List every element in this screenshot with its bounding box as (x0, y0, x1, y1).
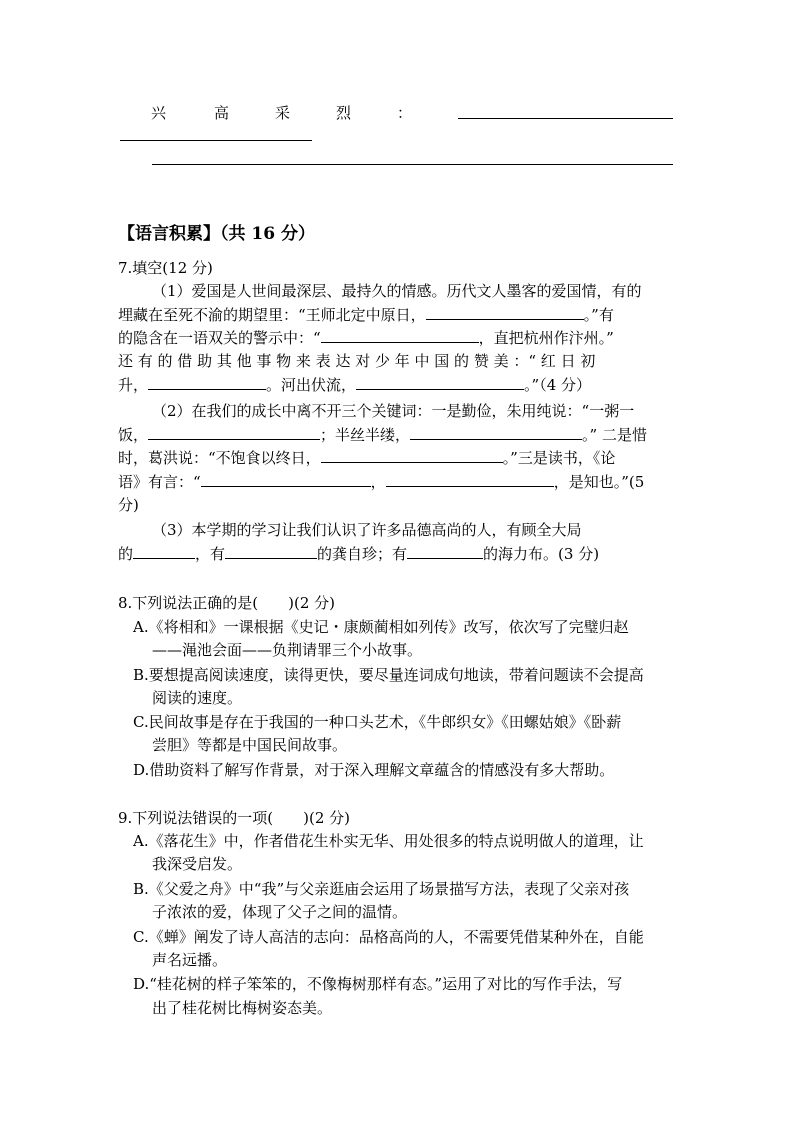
q9-option-a-cont: 我深受启发。 (152, 855, 243, 873)
q9-option-d[interactable]: D.“桂花树的样子笨笨的，不像梅树那样有态。”运用了对比的写作手法，写 (133, 975, 623, 993)
q9-option-b-cont: 子浓浓的爱，体现了父子之间的温情。 (152, 903, 408, 921)
fill-blank[interactable] (225, 544, 317, 559)
q7-p2-line4 (118, 471, 644, 492)
text: ，有 (195, 545, 226, 563)
fill-blank[interactable] (148, 375, 266, 390)
fill-blank[interactable] (148, 425, 320, 440)
text: ；半丝半缕， (320, 426, 411, 444)
q7-title: 7.填空(12 分) (118, 259, 213, 277)
text: 的龚自珍；有 (317, 545, 408, 563)
q7-p1-line3 (118, 327, 614, 348)
q9-title: 9.下列说法错误的一项( )(2 分) (118, 809, 351, 827)
idiom-char-4: 烈 (336, 104, 352, 122)
q7-p2-line5: 分) (118, 496, 139, 514)
q8-option-a-cont: ——渑池会面——负荆请罪三个小故事。 (152, 641, 423, 659)
fill-blank[interactable] (386, 472, 554, 487)
q7-p1-line1: （1）爱国是人世间最深层、最持久的情感。历代文人墨客的爱国情，有的 (152, 282, 642, 300)
idiom-char-1: 兴 (151, 104, 167, 122)
q8-option-a[interactable]: A.《将相和》一课根据《史记・康颇蔺相如列传》改写，依次写了完璧归赵 (133, 618, 629, 636)
q9-option-c-cont: 声名远播。 (152, 951, 228, 969)
fill-blank[interactable] (356, 375, 524, 390)
text: 。” 二是惜 (582, 426, 647, 444)
q8-title: 8.下列说法正确的是( )(2 分) (118, 594, 336, 612)
text: 。河出伏流， (266, 376, 357, 394)
fill-blank[interactable] (410, 425, 582, 440)
text: 。”有 (583, 306, 614, 324)
q9-option-b[interactable]: B.《父爱之舟》中“我”与父亲逛庙会运用了场景描写方法，表现了父亲对孩 (133, 880, 630, 898)
q9-option-d-cont: 出了桂花树比梅树姿态美。 (152, 999, 333, 1017)
q9-option-a[interactable]: A.《落花生》中，作者借花生朴实无华、用处很多的特点说明做人的道理，让 (133, 832, 644, 850)
fill-blank[interactable] (407, 544, 483, 559)
idiom-char-2: 高 (214, 104, 230, 122)
text: ，是知也。”(5 (553, 473, 645, 491)
text: ， (370, 473, 386, 491)
q8-option-c-cont: 尝胆》等都是中国民间故事。 (152, 736, 348, 754)
fill-blank[interactable] (426, 305, 584, 320)
section-heading: 【语言积累】（共 16 分） (118, 224, 315, 244)
q8-option-b-cont: 阅读的速度。 (152, 689, 243, 707)
text: 。”（4 分） (524, 376, 592, 394)
text: 的 (118, 545, 134, 563)
text: 升， (118, 376, 149, 394)
q7-p1-line4: 还 有 的 借 助 其 他 事 物 来 表 达 对 少 年 中 国 的 赞 美 ：“ 红 日 初 (118, 352, 596, 370)
q7-p1-line5 (118, 374, 591, 395)
q9-option-c[interactable]: C.《蝉》阐发了诗人高洁的志向：品格高尚的人，不需要凭借某种外在，自能 (133, 928, 644, 946)
q7-p3-line2 (118, 543, 599, 564)
idiom-char-3: 采 (275, 104, 291, 122)
answer-line-2[interactable] (120, 140, 312, 141)
fill-blank[interactable] (321, 328, 479, 343)
q8-option-d[interactable]: D.借助资料了解写作背景，对于深入理解文章蕴含的情感没有多大帮助。 (133, 761, 615, 779)
fill-blank[interactable] (321, 448, 503, 463)
fill-blank[interactable] (201, 472, 371, 487)
q7-p1-line2 (118, 304, 614, 325)
text: 饭， (118, 426, 149, 444)
q7-p2-line2 (118, 424, 647, 445)
text: 语》有言：“ (118, 473, 201, 491)
q7-p3-line1: （3）本学期的学习让我们认识了许多品德高尚的人，有顾全大局 (152, 521, 582, 539)
answer-line-1[interactable] (458, 118, 673, 119)
q8-option-b[interactable]: B.要想提高阅读速度，读得更快，要尽量连词成句地读，带着问题读不会提高 (133, 666, 644, 684)
fill-blank[interactable] (133, 544, 195, 559)
q7-p2-line1: （2）在我们的成长中离不开三个关键词：一是勤俭，朱用纯说：“一粥一 (152, 402, 635, 420)
text: 埋藏在至死不渝的期望里：“王师北定中原日， (118, 306, 426, 324)
answer-line-3[interactable] (152, 164, 673, 165)
idiom-colon: ： (397, 104, 413, 122)
q7-p2-line3 (118, 447, 615, 468)
text: ，直把杭州作汴州。” (478, 329, 614, 347)
text: 的海力布。(3 分) (483, 545, 600, 563)
q8-option-c[interactable]: C.民间故事是存在于我国的一种口头艺术，《牛郎织女》《田螺姑娘》《卧薪 (133, 713, 622, 731)
text: 。”三是读书，《论 (502, 449, 616, 467)
text: 的隐含在一语双关的警示中：“ (118, 329, 321, 347)
text: 时，葛洪说：“不饱食以终日， (118, 449, 321, 467)
